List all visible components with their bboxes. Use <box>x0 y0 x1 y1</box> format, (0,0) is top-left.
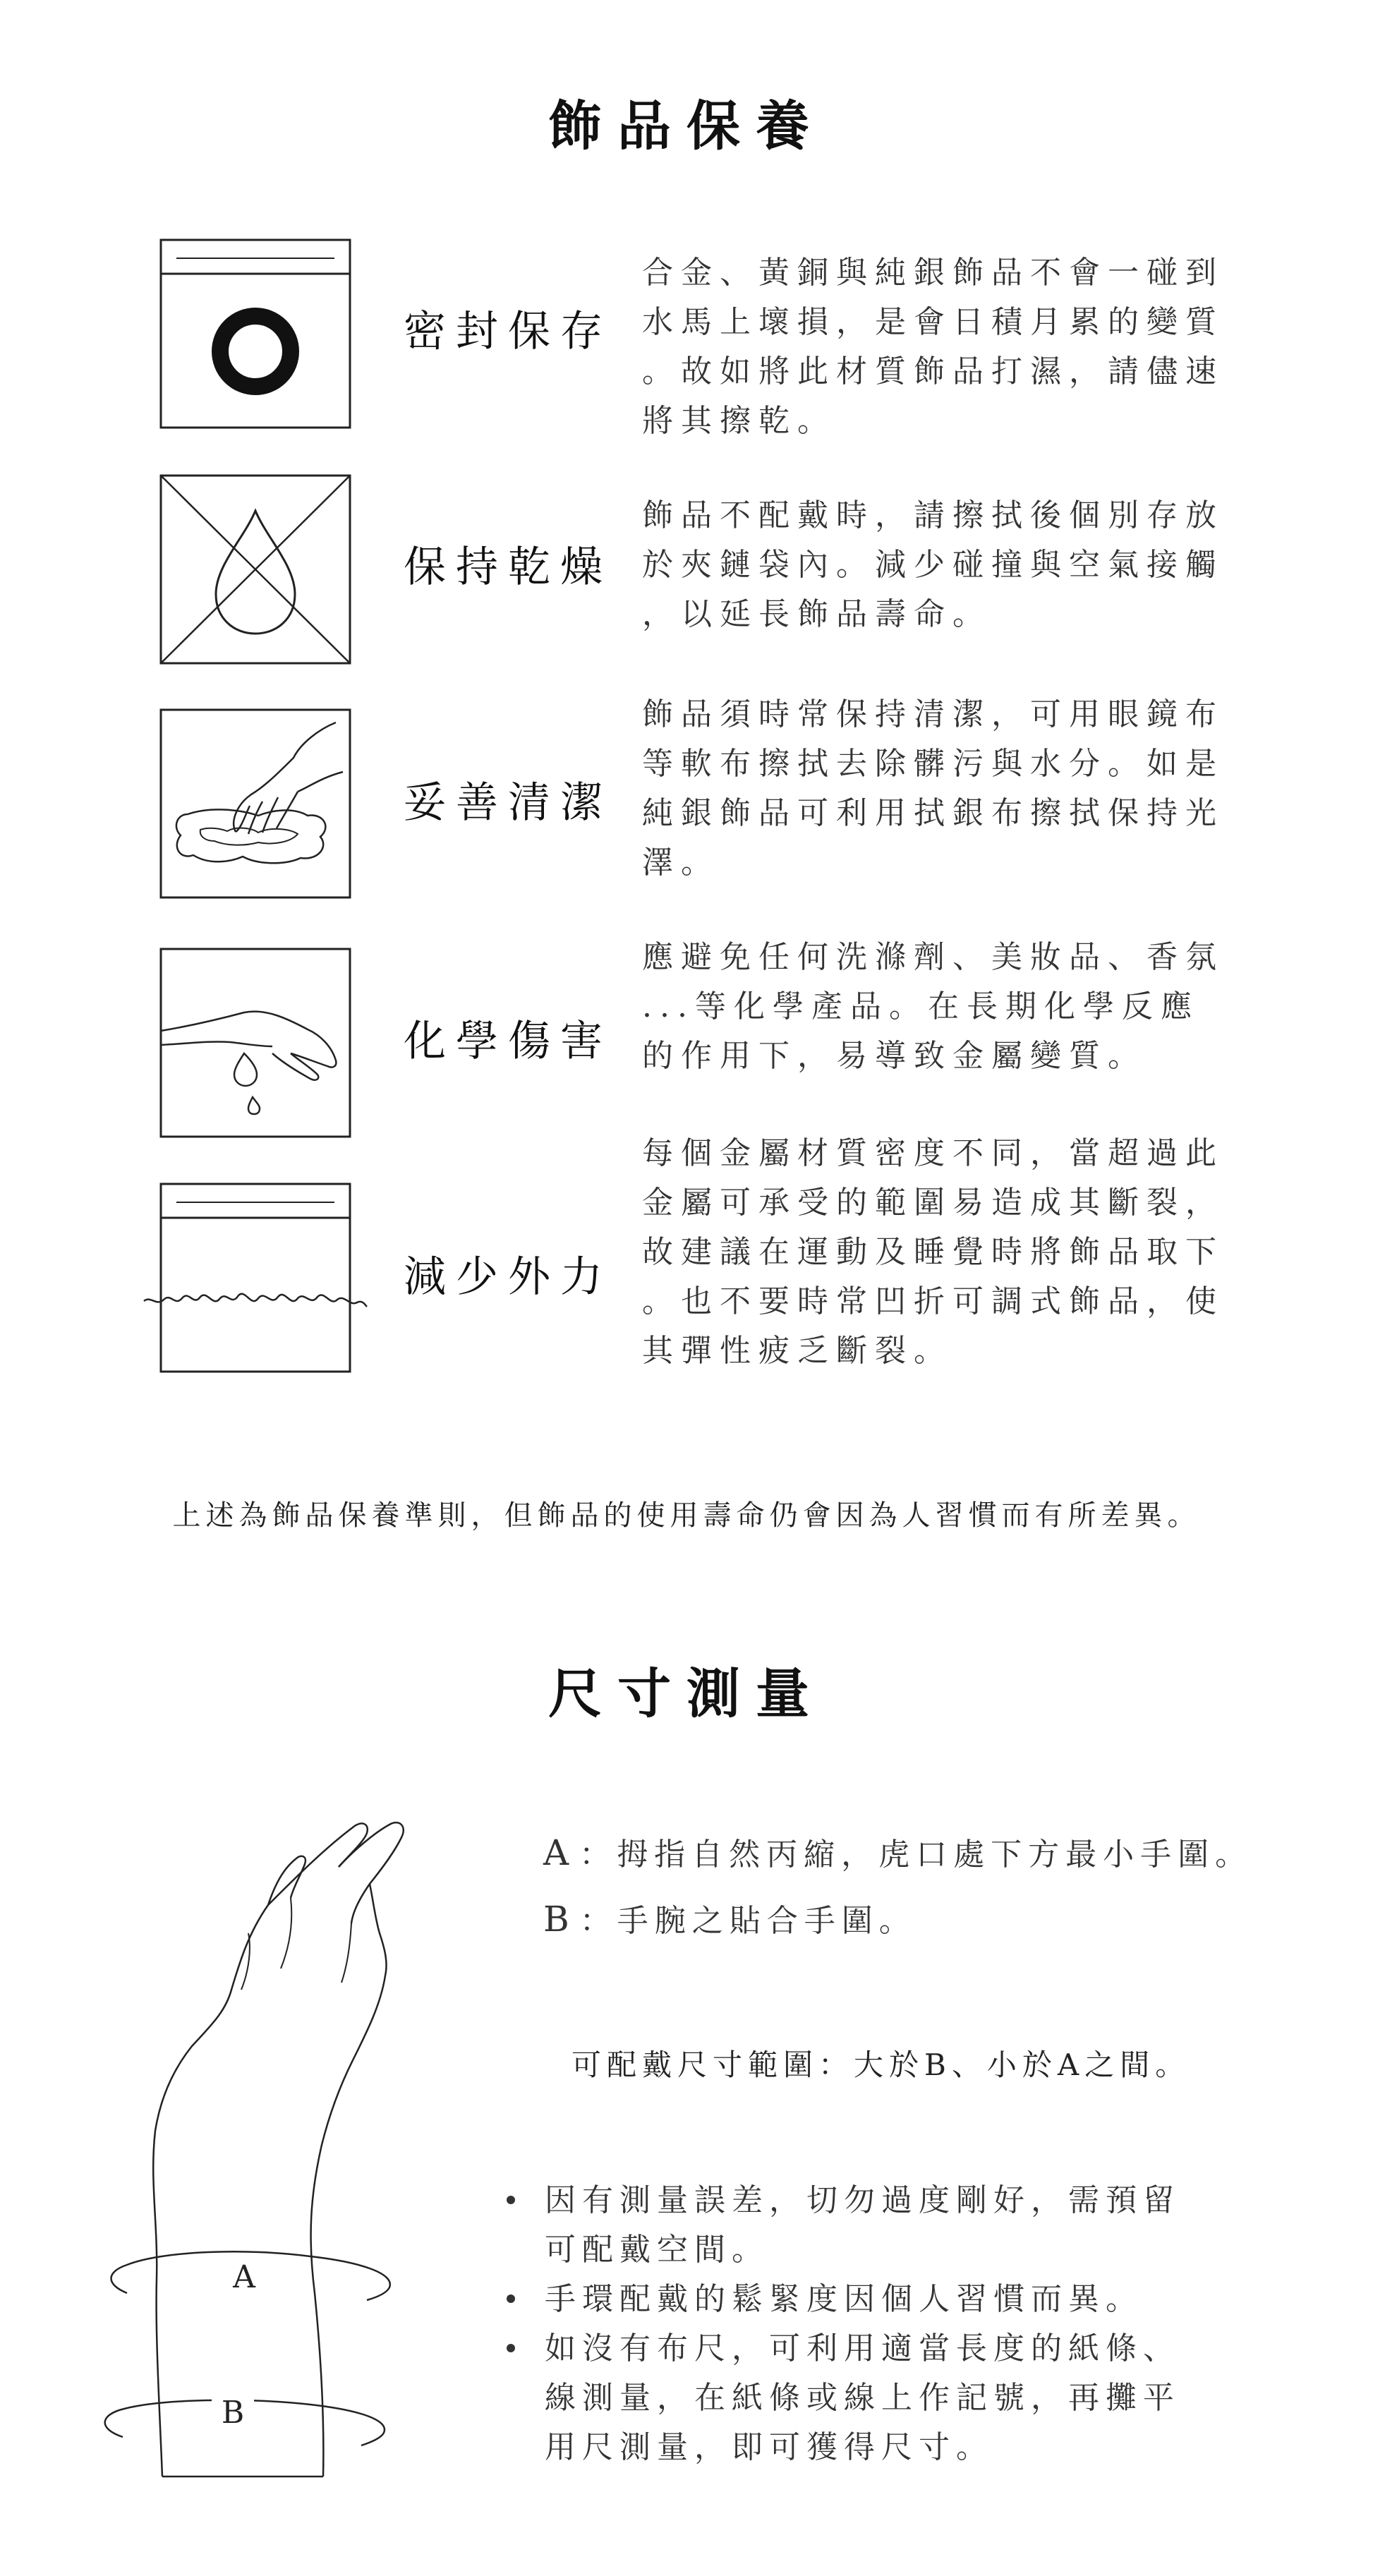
definition-b-key: B <box>543 1899 576 1940</box>
list-item: 因有測量誤差，切勿過度剛好，需預留 可配戴空間。 <box>501 2176 1319 2275</box>
list-item: 手環配戴的鬆緊度因個人習慣而異。 <box>501 2275 1319 2324</box>
hand-chemical-drip-icon <box>159 948 351 1138</box>
marker-b-label: B <box>212 2395 254 2431</box>
item-label-dry: 保持乾燥 <box>404 543 612 592</box>
item-desc-chemical: 應避免任何洗滌劑、美妝品、香氛 ...等化學產品。在長期化學反應 的作用下，易導致金屬變質。 <box>642 939 1224 1074</box>
sealed-bag-ring-icon <box>159 238 351 429</box>
bullet-icon <box>507 2196 515 2204</box>
marker-a-label: A <box>223 2259 265 2295</box>
item-desc-clean: 飾品須時常保持清潔，可用眼鏡布 等軟布擦拭去除髒污與水分。如是 純銀飾品可利用拭銀布擦拭保持光 澤。 <box>642 696 1224 881</box>
item-desc-seal: 合金、黃銅與純銀飾品不會一碰到 水馬上壞損，是會日積月累的變質 。故如將此材質飾品打濕，請儘速 將其擦乾。 <box>642 255 1224 439</box>
size-range: 可配戴尺寸範圍：大於B、小於A之間。 <box>571 2048 1191 2082</box>
care-section-title: 飾品保養 <box>548 95 825 157</box>
bullet-icon <box>507 2344 515 2352</box>
item-desc-dry: 飾品不配戴時，請擦拭後個別存放 於夾鏈袋內。減少碰撞與空氣接觸 ，以延長飾品壽命。 <box>642 497 1224 632</box>
item-label-seal: 密封保存 <box>404 307 612 356</box>
item-label-clean: 妥善清潔 <box>404 778 612 828</box>
definition-b <box>543 1895 917 1940</box>
hand-wiping-cloth-icon <box>159 708 351 899</box>
size-section-title: 尺寸測量 <box>548 1662 825 1725</box>
bag-wave-force-icon <box>159 1183 351 1373</box>
definition-a-text: ：拇指自然丙縮，虎口處下方最小手圍。 <box>579 1837 1253 1873</box>
list-item: 如沒有布尺，可利用適當長度的紙條、 線測量，在紙條或線上作記號，再攤平 用尺測量，即可獲得尺寸。 <box>501 2324 1319 2472</box>
bullet-icon <box>507 2294 515 2303</box>
hand-measure-illustration <box>85 1799 480 2491</box>
care-note: 上述為飾品保養準則，但飾品的使用壽命仍會因為人習慣而有所差異。 <box>172 1499 1201 1532</box>
no-water-drop-icon <box>159 474 351 665</box>
definition-a <box>543 1829 1252 1874</box>
definition-b-text: ：手腕之貼合手圍。 <box>579 1903 917 1939</box>
item-label-chemical: 化學傷害 <box>404 1017 612 1066</box>
item-desc-force: 每個金屬材質密度不同，當超過此 金屬可承受的範圍易造成其斷裂， 故建議在運動及睡覺時將飾品取下 。也不要時常凹折可調式飾品，使 其彈性疲乏斷裂。 <box>642 1135 1224 1369</box>
definition-a-key: A <box>543 1832 576 1873</box>
item-label-force: 減少外力 <box>404 1252 612 1302</box>
tips-list <box>501 2176 1319 2472</box>
